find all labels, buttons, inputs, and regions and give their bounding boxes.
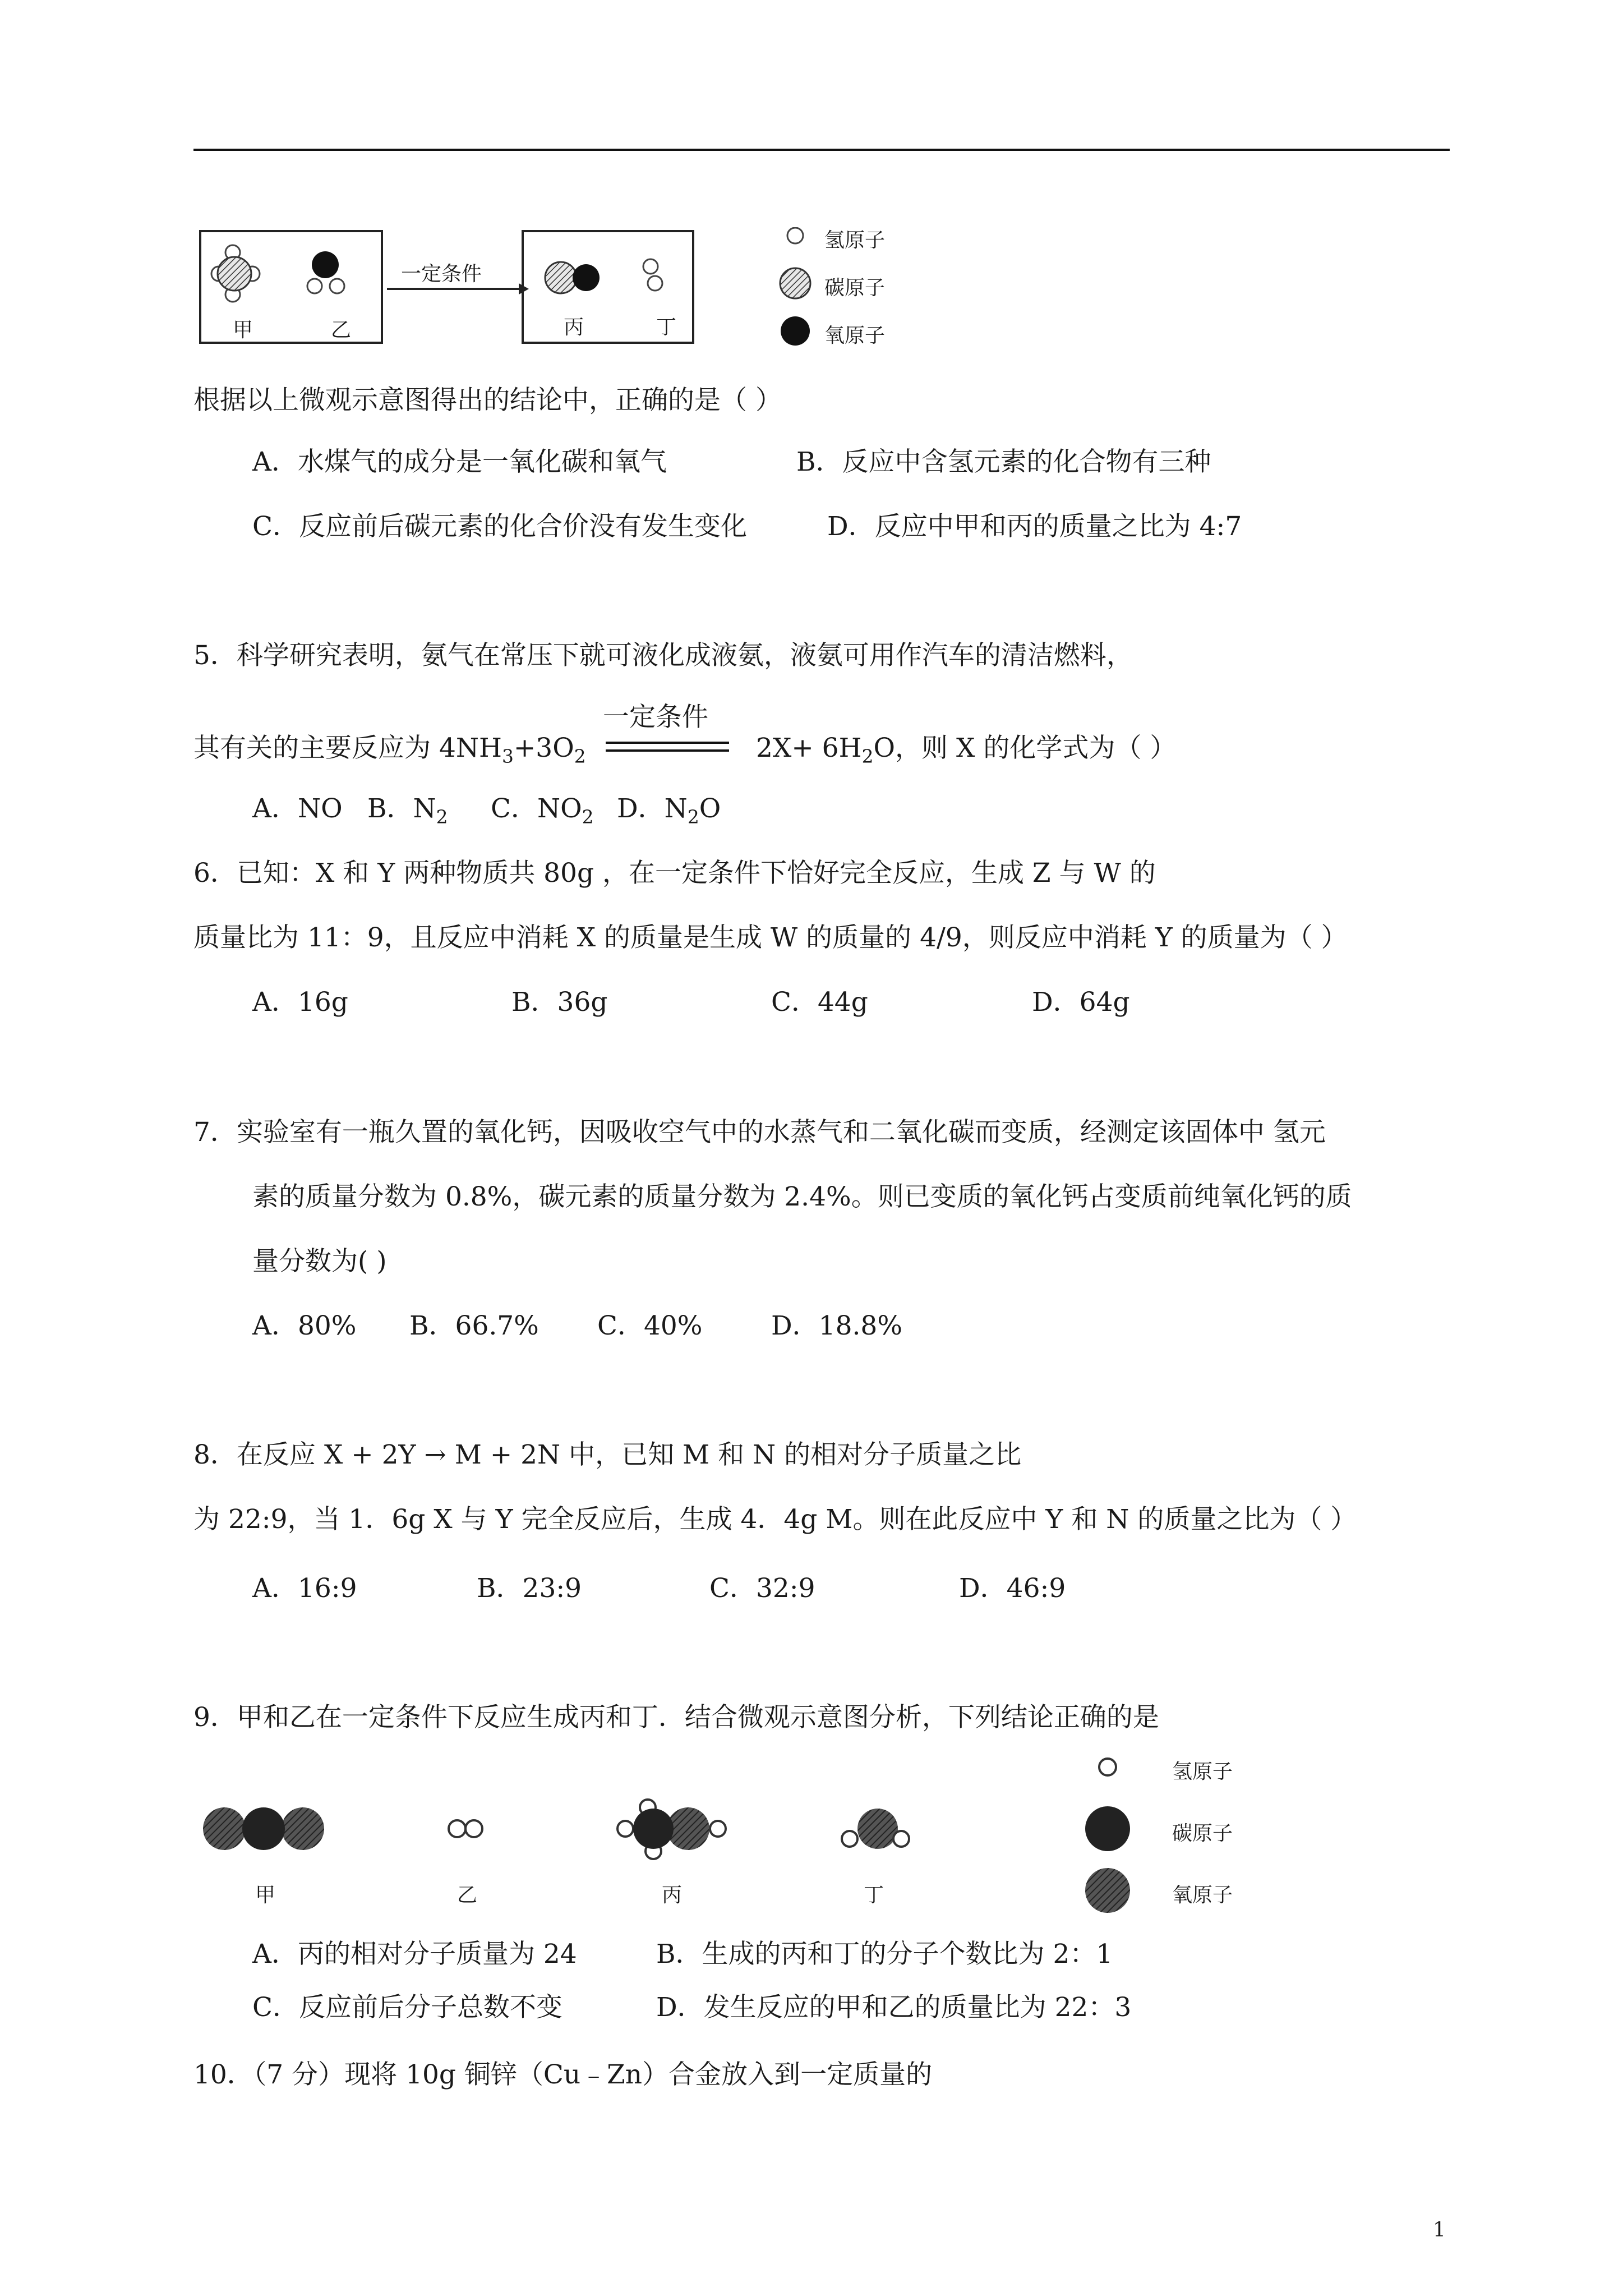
hydrogen-atom-icon — [307, 279, 322, 293]
equals-sign-top — [606, 742, 729, 744]
reaction-diagram-2 — [193, 1745, 1315, 1918]
q4-option-b: B．反应中含氢元素的化合物有三种 — [796, 447, 1211, 477]
q9-label-jia: 甲 — [255, 1884, 276, 1907]
legend-carbon: 碳原子 — [824, 277, 886, 300]
carbon-atom-icon — [242, 1807, 285, 1850]
q7-option-d: D．18.8% — [771, 1310, 902, 1341]
q6-line2: 质量比为 11：9，且反应中消耗 X 的质量是生成 W 的质量的 4/9，则反应中消耗 Y 的质量为（ ） — [193, 922, 1348, 953]
q6-option-a: A．16g — [252, 987, 348, 1018]
eq-suffix: 2X+ 6H — [756, 733, 862, 763]
carbon-atom-icon — [633, 1809, 674, 1849]
q9-option-d: D．发生反应的甲和乙的质量比为 22：3 — [656, 1992, 1132, 2023]
legend-oxygen-icon — [1082, 1865, 1136, 1918]
eq-end: O，则 X 的化学式为（ ） — [873, 733, 1177, 763]
q8-option-c: C．32:9 — [709, 1573, 815, 1604]
page-number: 1 — [1433, 2219, 1446, 2242]
q8-line1: 8．在反应 X + 2Y → M + 2N 中，已知 M 和 N 的相对分子质量之比 — [193, 1439, 1022, 1470]
hydrogen-atom-icon — [449, 1820, 465, 1837]
hydrogen-atom-icon — [710, 1821, 726, 1837]
q5-condition: 一定条件 — [603, 702, 708, 733]
q7-option-c: C．40% — [597, 1310, 703, 1341]
legend-oxygen: 氧原子 — [824, 324, 886, 347]
reaction-condition: 一定条件 — [401, 263, 482, 286]
legend-icons — [774, 227, 819, 356]
q7-option-a: A．80% — [252, 1310, 357, 1341]
q7-line2: 素的质量分数为 0.8%，碳元素的质量分数为 2.4%。则已变质的氧化钙占变质前纯氧化钙的质 — [252, 1181, 1352, 1212]
hydrogen-atom-icon — [893, 1831, 909, 1847]
label-jia: 甲 — [233, 319, 253, 342]
oxygen-atom-icon — [312, 251, 339, 278]
legend-hydrogen: 氢原子 — [824, 229, 886, 252]
label-yi: 乙 — [331, 319, 352, 342]
label-bing: 丙 — [564, 316, 584, 339]
opt-sub: 2 — [436, 806, 448, 828]
q9-legend-hydrogen: 氢原子 — [1172, 1760, 1233, 1783]
q5-option-d — [617, 795, 721, 826]
opt-text: B．N — [367, 793, 436, 824]
label-ding: 丁 — [656, 316, 677, 339]
opt-text: C．NO — [491, 793, 582, 824]
q8-line2: 为 22:9，当 1．6g X 与 Y 完全反应后，生成 4．4g M。则在此反应中 Y 和 N 的质量之比为（ ） — [193, 1504, 1357, 1535]
opt-sub: 2 — [687, 806, 699, 828]
q5-equation — [193, 735, 586, 766]
q4-option-c: C．反应前后碳元素的化合价没有发生变化 — [252, 511, 747, 542]
q9-molecules — [193, 1745, 1203, 1868]
q5-stem: 5．科学研究表明，氨气在常压下就可液化成液氨，液氨可用作汽车的清洁燃料， — [193, 640, 1133, 671]
q8-option-d: D．46:9 — [959, 1573, 1066, 1604]
opt-sub: 2 — [582, 806, 594, 828]
q6-option-c: C．44g — [771, 987, 868, 1018]
hydrogen-atom-icon — [617, 1821, 633, 1837]
q8-option-b: B．23:9 — [477, 1573, 582, 1604]
q7-option-b: B．66.7% — [409, 1310, 539, 1341]
arrow-icon — [384, 280, 530, 297]
hydrogen-atom-icon — [842, 1831, 857, 1847]
q6-line1: 6．已知：X 和 Y 两种物质共 80g ，在一定条件下恰好完全反应，生成 Z 与 W 的 — [193, 858, 1156, 889]
q9-label-yi: 乙 — [457, 1884, 478, 1907]
oxygen-atom-icon — [1085, 1868, 1130, 1913]
header-rule — [193, 149, 1450, 151]
q6-option-d: D．64g — [1032, 987, 1130, 1018]
q10-stem: 10．（7 分）现将 10g 铜锌（Cu﹣Zn）合金放入到一定质量的 — [193, 2059, 933, 2090]
oxygen-atom-icon — [573, 264, 600, 291]
q8-option-a: A．16:9 — [252, 1573, 357, 1604]
eq-sub: 3 — [501, 745, 514, 767]
hydrogen-atom-icon — [1099, 1759, 1116, 1775]
q9-option-c: C．反应前后分子总数不变 — [252, 1992, 562, 2023]
carbon-atom-icon — [218, 257, 251, 291]
q9-label-ding: 丁 — [864, 1884, 884, 1907]
q4-stem: 根据以上微观示意图得出的结论中，正确的是（ ） — [193, 385, 782, 416]
q9-stem: 9．甲和乙在一定条件下反应生成丙和丁．结合微观示意图分析，下列结论正确的是 — [193, 1702, 1159, 1733]
opt-text: D．N — [617, 793, 688, 824]
q6-option-b: B．36g — [511, 987, 608, 1018]
hydrogen-atom-icon — [465, 1820, 482, 1837]
reaction-diagram-1 — [193, 227, 1259, 356]
hydrogen-atom-icon — [648, 276, 662, 291]
oxygen-atom-icon — [781, 316, 810, 346]
eq-mid: +3O — [513, 733, 574, 763]
carbon-atom-icon — [780, 268, 810, 298]
q9-option-b: B．生成的丙和丁的分子个数比为 2：1 — [656, 1939, 1113, 1970]
q7-line1: 7．实验室有一瓶久置的氧化钙，因吸收空气中的水蒸气和二氧化碳而变质，经测定该固体中 氢元 — [193, 1117, 1326, 1148]
q4-option-d: D．反应中甲和丙的质量之比为 4:7 — [827, 511, 1242, 542]
opt-end: O — [699, 793, 721, 824]
reactant-molecules — [199, 230, 384, 342]
q9-legend-carbon: 碳原子 — [1172, 1822, 1233, 1845]
eq-sub: 2 — [574, 745, 586, 767]
oxygen-atom-icon — [203, 1807, 246, 1850]
q4-option-a: A．水煤气的成分是一氧化碳和氧气 — [252, 447, 667, 477]
carbon-atom-icon — [545, 262, 577, 293]
q5-equation-right — [756, 735, 1176, 766]
q9-legend-oxygen: 氧原子 — [1172, 1884, 1233, 1907]
hydrogen-atom-icon — [330, 279, 344, 293]
q7-line3: 量分数为( ) — [252, 1246, 387, 1277]
q9-option-a: A．丙的相对分子质量为 24 — [252, 1939, 577, 1970]
hydrogen-atom-icon — [787, 228, 803, 243]
oxygen-atom-icon — [282, 1807, 324, 1850]
q9-label-bing: 丙 — [662, 1884, 683, 1907]
equals-sign-bottom — [606, 749, 729, 752]
q5-option-a: A．NO — [252, 793, 343, 824]
q5-option-c — [491, 795, 594, 826]
eq-sub: 2 — [861, 745, 874, 767]
carbon-atom-icon — [1085, 1806, 1130, 1851]
q5-option-b — [367, 795, 448, 826]
hydrogen-atom-icon — [643, 259, 658, 274]
oxygen-atom-icon — [857, 1809, 898, 1849]
eq-prefix: 其有关的主要反应为 4NH — [193, 733, 502, 763]
